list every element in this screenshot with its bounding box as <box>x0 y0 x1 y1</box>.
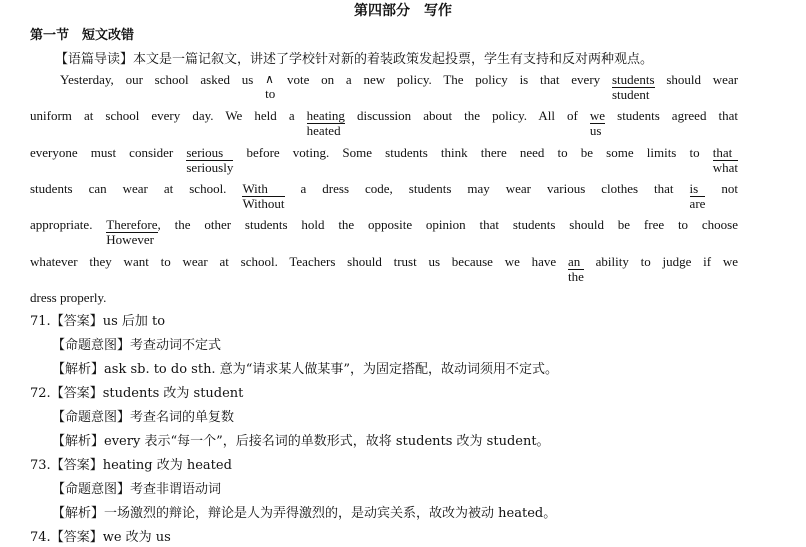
passage-text: uniform at school every day. We held a <box>30 108 295 123</box>
correction: With Without <box>242 181 285 211</box>
passage-line-3 <box>30 145 738 175</box>
passage-text: appropriate. <box>30 217 93 232</box>
correction: students student <box>611 72 655 102</box>
correction: an the <box>567 254 584 284</box>
passage-line-2 <box>30 108 738 138</box>
correction-insert: ∧ to <box>265 72 276 101</box>
passage-text: discussion about the policy. All of <box>356 108 578 123</box>
passage-text: ability to judge if we <box>595 254 739 269</box>
passage-text: a dress code, students may wear various clothes that <box>300 181 674 196</box>
correction: Therefore However <box>106 217 158 247</box>
analysis-71: 【解析】ask sb. to do sth. 意为“请求某人做某事”，为固定搭配，故动词须用不定式。 <box>52 362 558 377</box>
answer-74: 74.【答案】we 改为 us <box>30 530 171 545</box>
analysis-73: 【解析】一场激烈的辩论，辩论是人为弄得激烈的，是动宾关系，故改为被动 heated。 <box>52 506 557 521</box>
passage-text: , the other students hold the opposite opinion that students should be free to choose <box>157 217 738 232</box>
correction: that what <box>712 145 739 175</box>
analysis-72: 【解析】every 表示“每一个”，后接名词的单数形式，故将 students 改为 student。 <box>52 434 550 449</box>
passage-text: students can wear at school. <box>30 181 227 196</box>
answer-73: 73.【答案】heating 改为 heated <box>30 458 232 473</box>
reading-guide: 【语篇导读】本文是一篇记叙文，讲述了学校针对新的着装政策发起投票，学生有支持和反对两种观点。 <box>55 52 654 67</box>
passage-text: before voting. Some students think there need to be some limits to <box>246 145 700 160</box>
passage-line-1 <box>60 72 738 102</box>
passage-text: everyone must consider <box>30 145 174 160</box>
intent-73: 【命题意图】考查非谓语动词 <box>52 482 222 497</box>
passage-text: not <box>721 181 739 196</box>
answer-71: 71.【答案】us 后加 to <box>30 314 166 329</box>
passage-text: vote on a new policy. The policy is that every <box>287 72 601 87</box>
answer-72: 72.【答案】students 改为 student <box>30 386 244 401</box>
correction: heating heated <box>306 108 345 138</box>
passage-text: whatever they want to wear at school. Teachers should trust us because we have <box>30 254 557 269</box>
passage-text: dress properly. <box>30 290 107 305</box>
passage-line-4 <box>30 181 738 211</box>
intent-72: 【命题意图】考查名词的单复数 <box>52 410 235 425</box>
passage-text: Yesterday, our school asked us <box>60 72 254 87</box>
passage-text: should wear <box>666 72 739 87</box>
subsection-title: 第一节 短文改错 <box>30 28 135 43</box>
passage-text: students agreed that <box>617 108 739 123</box>
intent-71: 【命题意图】考查动词不定式 <box>52 338 222 353</box>
correction: serious seriously <box>186 145 234 175</box>
section-title: 第四部分 写作 <box>354 3 452 19</box>
passage-line-7 <box>30 290 738 306</box>
correction: $\frac{we}{us}$ <box>589 108 606 138</box>
passage-line-5 <box>30 217 738 247</box>
passage-line-6 <box>30 254 738 284</box>
correction: is are <box>689 181 706 211</box>
